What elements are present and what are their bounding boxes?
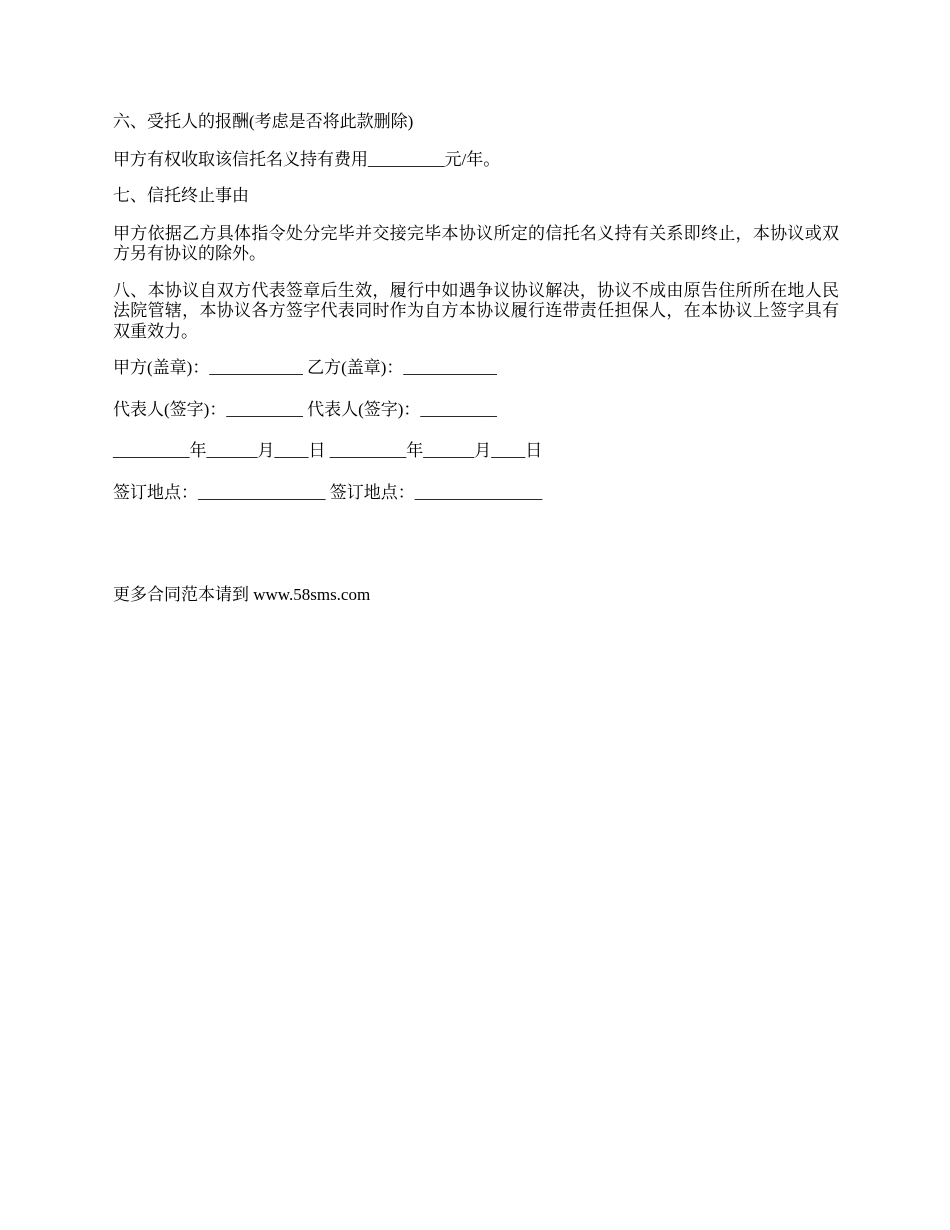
document-body (113, 112, 839, 524)
signature-place-line: 签订地点：_______________ 签订地点：_______________ (113, 482, 543, 502)
section-8-body: 八、本协议自双方代表签章后生效，履行中如遇争议协议解决，协议不成由原告住所所在地人民法院管辖，本协议各方签字代表同时作为自方本协议履行连带责任担保人，在本协议上签字具有双重效力。 (113, 280, 839, 341)
section-7-heading: 七、信托终止事由 (113, 186, 249, 205)
signature-representative-line: 代表人(签字)：_________ 代表人(签字)：_________ (113, 399, 497, 419)
section-7-body: 甲方依据乙方具体指令处分完毕并交接完毕本协议所定的信托名义持有关系即终止，本协议或双方另有协议的除外。 (113, 223, 839, 263)
signature-date-line: _________年______月____日 _________年______月____日 (113, 441, 543, 460)
footer-link-text: 更多合同范本请到 www.58sms.com (113, 585, 371, 604)
section-6-body: 甲方有权收取该信托名义持有费用_________元/年。 (113, 149, 501, 169)
signature-seal-line: 甲方(盖章)：___________ 乙方(盖章)：___________ (113, 358, 497, 377)
section-6-heading: 六、受托人的报酬(考虑是否将此款删除) (113, 112, 414, 131)
